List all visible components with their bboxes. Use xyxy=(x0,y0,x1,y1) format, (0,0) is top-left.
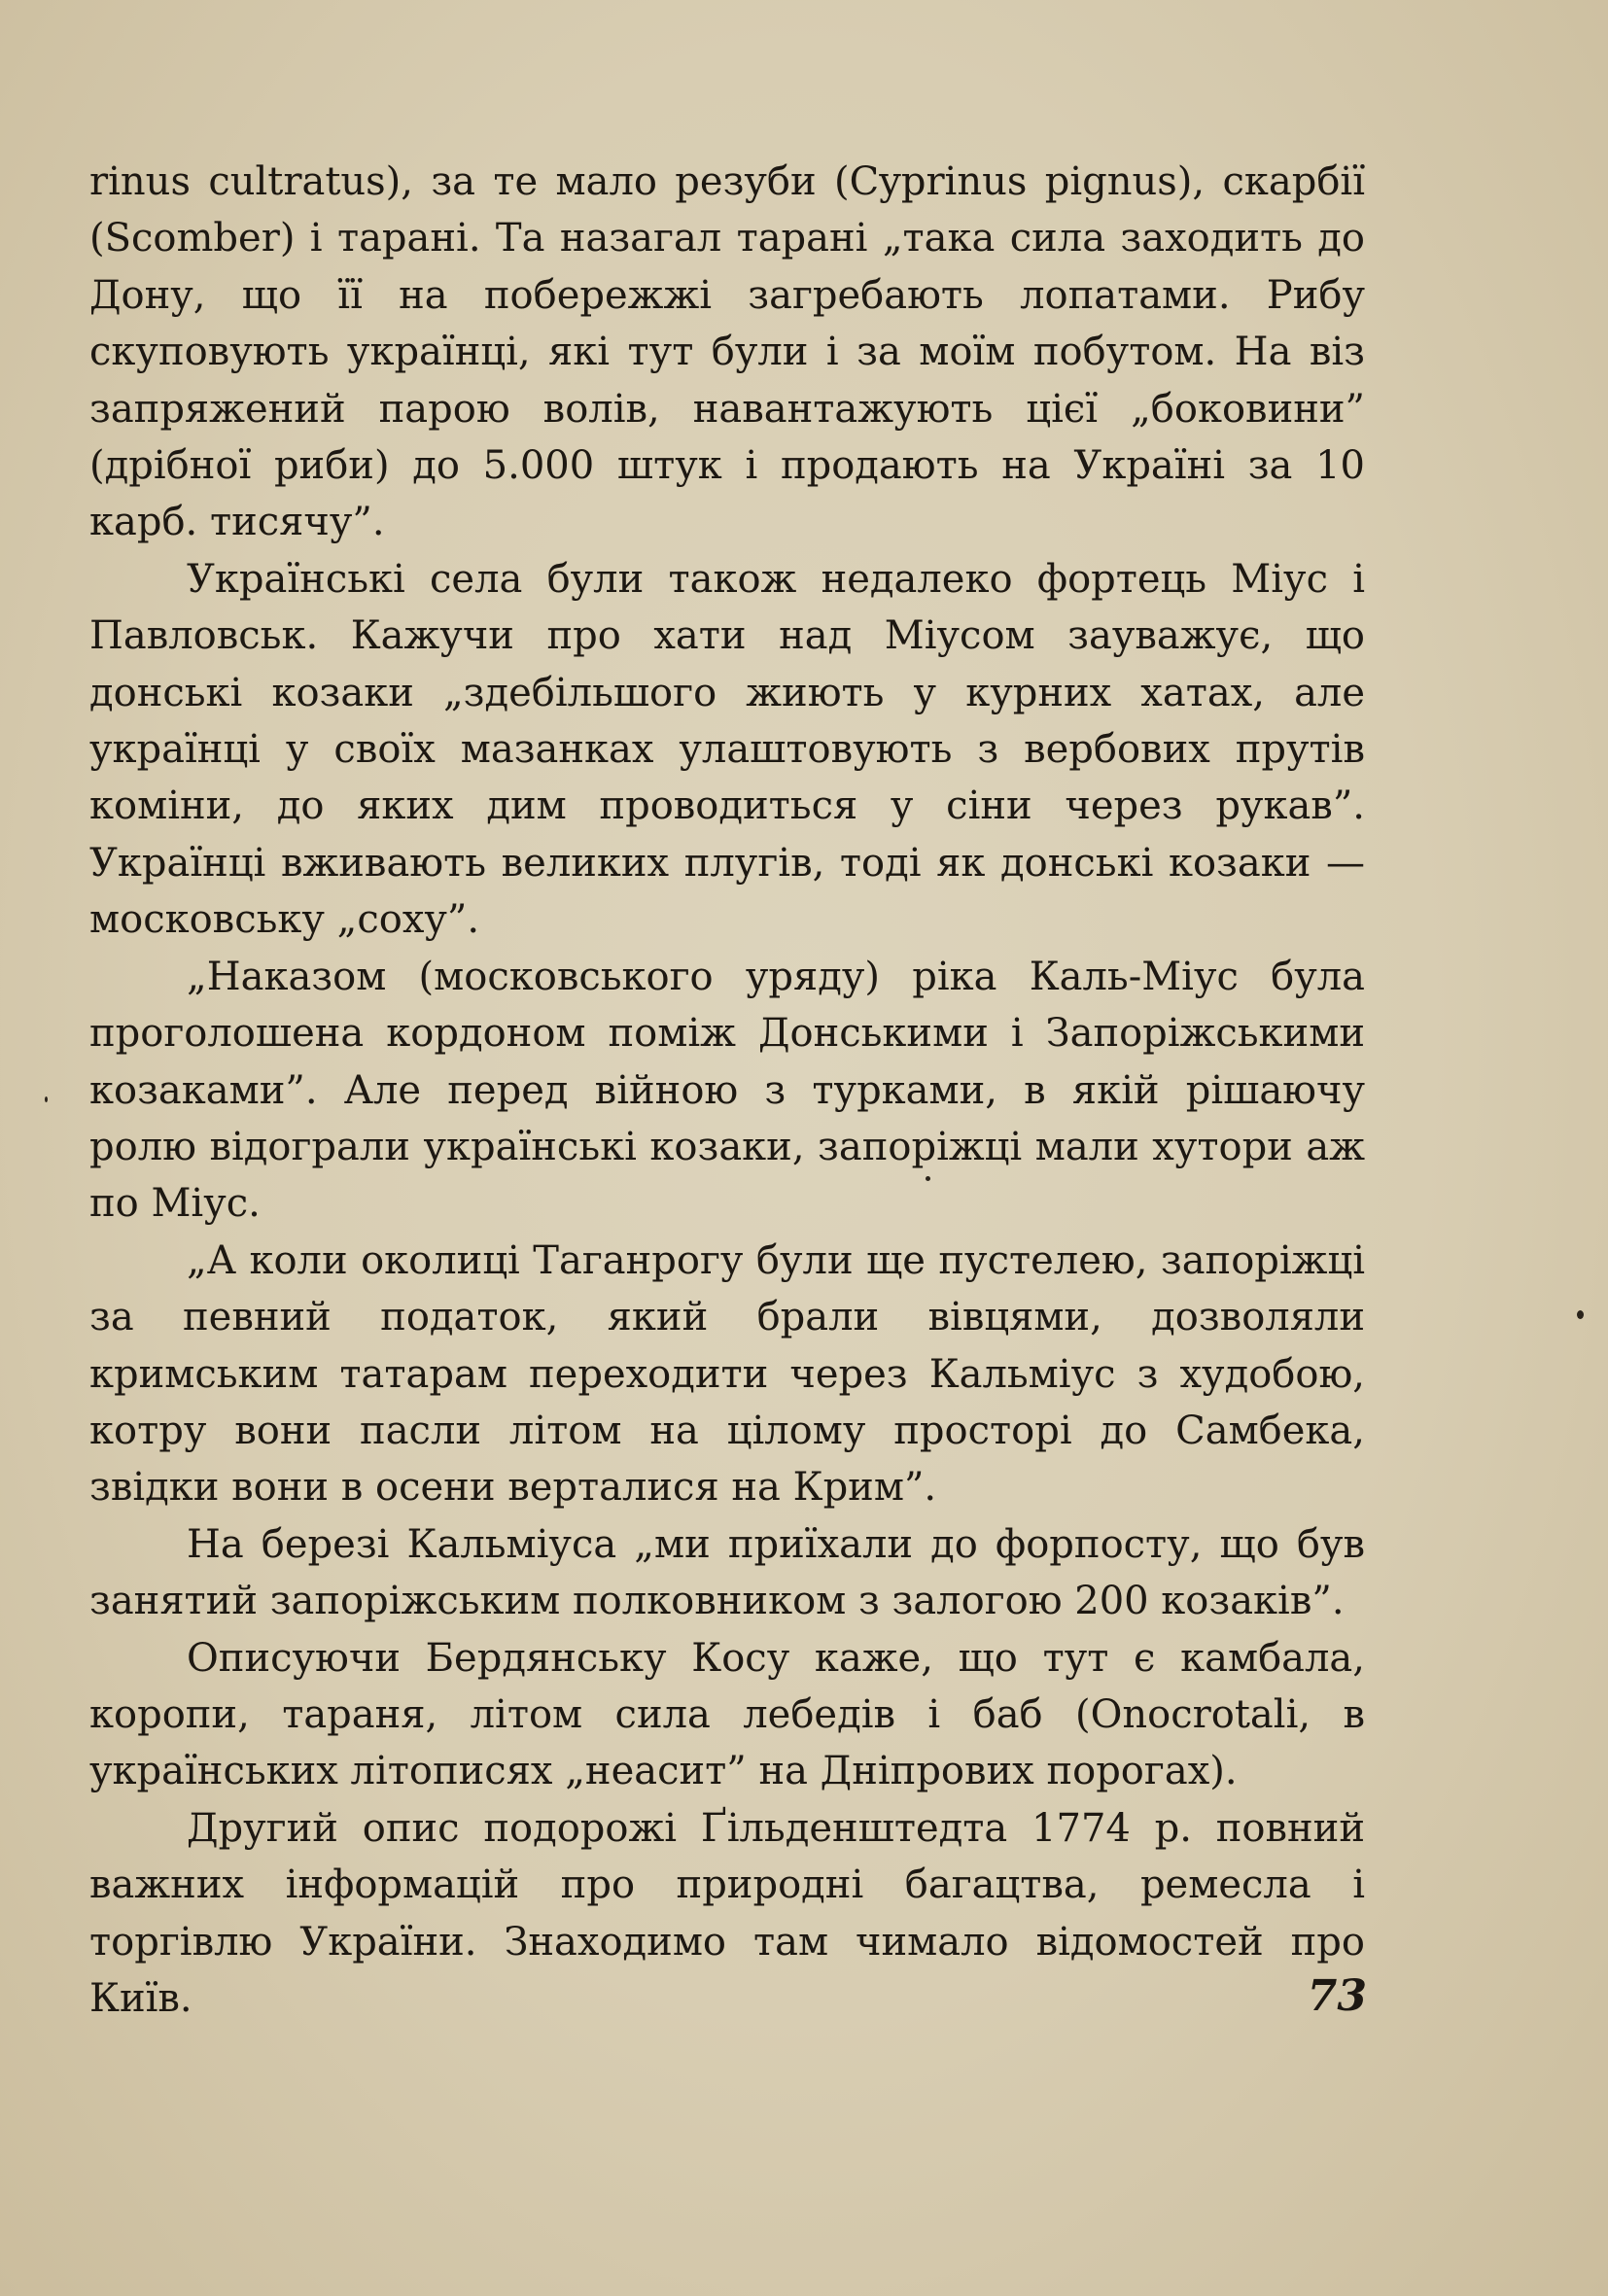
body-text xyxy=(89,154,1365,2027)
paragraph-kalmius-border: „Наказом (московського уряду) ріка Каль-Міус була проголошена кордоном поміж Донськими і Запоріжськими козаками”. Але перед війною з турками, в якій рішаючу ролю відограли українські козаки, запоріжці мали хутори аж по Міус. xyxy=(89,954,1365,1227)
paragraph-forpost: На березі Кальміуса „ми приїхали до форпосту, що був занятий запоріжським полковником з залогою 200 козаків”. xyxy=(89,1521,1365,1624)
paragraph-berdyansk-spit: Описуючи Бердянську Косу каже, що тут є камбала, коропи, тараня, літом сила лебедів і баб (Onocrotali, в українських літописях „неасит” на Дніпрових порогах). xyxy=(89,1635,1365,1794)
paragraph-taganrog: „А коли околиці Таганрогу були ще пустелею, запоріжці за певний податок, який брали вівцями, дозволяли кримським татарам переходити через Кальміус з худобою, котру вони пасли літом на цілому просторі до Самбека, звідки вони в осени верталися на Крим”. xyxy=(89,1237,1365,1511)
paragraph-continued: rinus cultratus), за те мало резуби (Cyprinus pignus), скарбії (Scomber) і тарані. Та назагал тарані „така сила заходить до Дону, що її на побережжі загребають лопатами. Рибу скуповують українці, які тут були і за моїм побутом. На віз запряжений парою волів, навантажують цієї „боковини” (дрібної риби) до 5.000 штук і продають на Україні за 10 карб. тисячу”. xyxy=(89,159,1365,545)
page-number: 73 xyxy=(1307,1971,1367,2021)
paragraph-second-journey: Другий опис подорожі Ґільденштедта 1774 р. повний важних інформацій про природні багацтва, ремесла і торгівлю України. Знаходимо там чимало відомостей про Київ. xyxy=(89,1805,1365,2021)
paper-speck xyxy=(45,1096,48,1102)
paper-speck xyxy=(1577,1310,1584,1319)
paper-speck xyxy=(926,1176,930,1181)
paragraph-ukrainian-villages: Українські села були також недалеко фортець Міус і Павловськ. Кажучи про хати над Міусом зауважує, що донські козаки „здебільшого жиють у курних хатах, але українці у своїх мазанках улаштовують з вербових прутів коміни, до яких дим проводиться у сіни через рукав”. Українці вживають великих плугів, тоді як донські козаки — московську „соху”. xyxy=(89,556,1365,943)
